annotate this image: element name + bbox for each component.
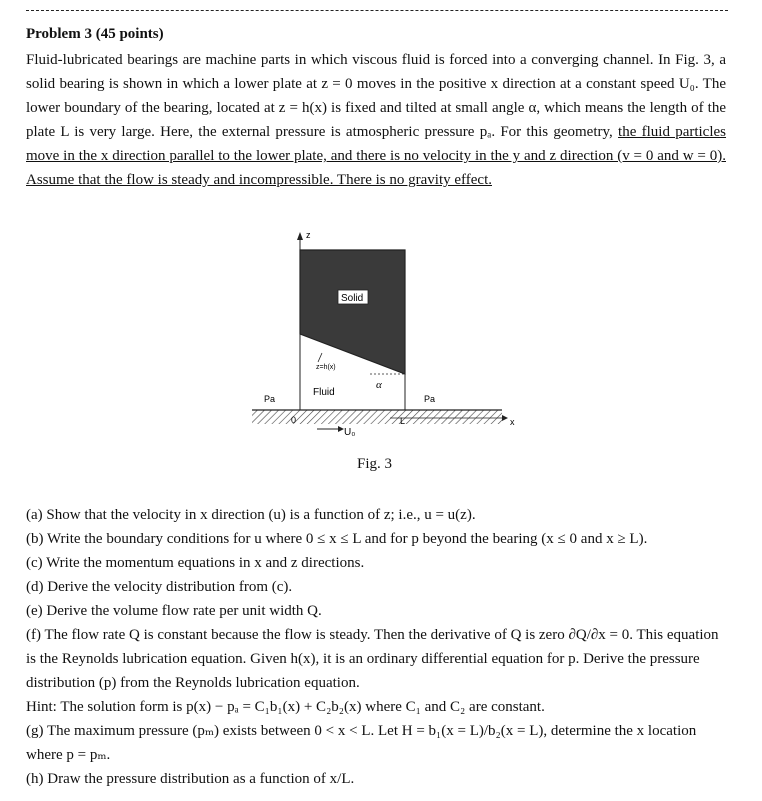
statement-text: Fluid-lubricated bearings are machine parts in which viscous fluid is forced into a converging channel. In Fig. 3, a solid bearing is shown in which a lower plate at z = 0 moves in the positive x direction at a constant speed U₀. The lower boundary of the bearing, located at z = h(x) is fixed and tilted at small angle α, which means the length of the plate L is very large. Here, the external pressure is atmospheric pressure pₐ. For this geometry,: [26, 52, 726, 140]
x-axis-label: x: [510, 417, 515, 427]
length-label: L: [400, 416, 406, 426]
statement-assumptions: the fluid particles move in the x direction parallel to the lower plate, and there is no velocity in the y and z direction (v = 0 and w = 0). Assume that the flow is steady and incompressible. There is no gravity effect.: [26, 124, 727, 188]
question-b: (b) Write the boundary conditions for u where 0 ≤ x ≤ L and for p beyond the bearing (x ≤ 0 and x ≥ L).: [26, 531, 648, 547]
question-f: (f) The flow rate Q is constant because the flow is steady. Then the derivative of Q is zero ∂Q/∂x = 0. This equation is the Reynolds lubrication equation. Given h(x), it is an ordinary differential equation for p. Derive the pressure distribution (p) from the Reynolds lubrication equation.: [26, 627, 719, 691]
pa-left-label: Pa: [264, 394, 276, 404]
speed-label: U₀: [344, 427, 356, 438]
hint: Hint: The solution form is p(x) − pₐ = C₁b₁(x) + C₂b₂(x) where C₁ and C₂ are constant.: [26, 699, 545, 715]
question-h: (h) Draw the pressure distribution as a function of x/L.: [26, 771, 355, 787]
question-a: (a) Show that the velocity in x direction (u) is a function of z; i.e., u = u(z).: [26, 507, 476, 523]
ground-hatch: [252, 410, 502, 424]
z-axis-label: z: [306, 230, 311, 240]
fluid-label: Fluid: [313, 387, 335, 398]
origin-label: 0: [291, 415, 297, 425]
dashed-separator: [26, 10, 728, 11]
question-d: (d) Derive the velocity distribution from (c).: [26, 579, 293, 595]
solid-bearing: [300, 250, 405, 374]
question-c: (c) Write the momentum equations in x and z directions.: [26, 555, 365, 571]
question-g: (g) The maximum pressure (pₘ) exists between 0 < x < L. Let H = b₁(x = L)/b₂(x = L), determine the x location where p = pₘ.: [26, 723, 697, 763]
height-arrow: [318, 353, 322, 362]
figure-caption: Fig. 3: [357, 456, 393, 472]
pa-right-label: Pa: [424, 394, 436, 404]
question-e: (e) Derive the volume flow rate per unit width Q.: [26, 603, 322, 619]
question-list: [26, 503, 726, 791]
solid-label: Solid: [341, 293, 364, 304]
problem-title: Problem 3 (45 points): [26, 26, 164, 42]
problem-statement: [26, 48, 726, 192]
bearing-figure: [240, 222, 530, 472]
height-label: z=h(x): [316, 364, 336, 371]
angle-label: α: [376, 379, 382, 391]
